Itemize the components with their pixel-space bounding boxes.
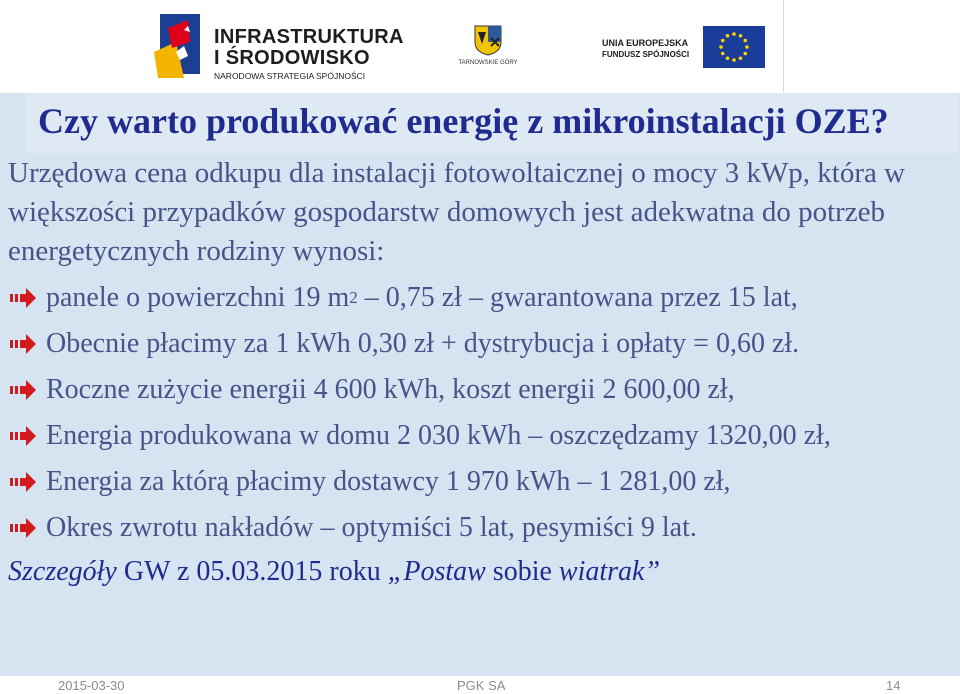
bullet-item xyxy=(10,418,831,454)
arrow-bullet-icon xyxy=(10,472,36,492)
eu-line2: FUNDUSZ SPÓJNOŚCI xyxy=(602,50,690,59)
source-article-start: „Postaw xyxy=(387,556,486,587)
intro-paragraph: Urzędowa cena odkupu dla instalacji fotowoltaicznej o mocy 3 kWp, która w większości przypadków gospodarstw domowych jest adekwatna do potrzeb energetycznych rodziny wynosi: xyxy=(8,157,906,267)
infra-line3: NARODOWA STRATEGIA SPÓJNOŚCI xyxy=(214,71,366,81)
infra-line2: I ŚRODOWISKO xyxy=(214,47,370,69)
bullet-item xyxy=(10,326,799,362)
slide-title: Czy warto produkować energię z mikroinstalacji OZE? xyxy=(38,101,889,141)
eu-line1: UNIA EUROPEJSKA xyxy=(602,38,689,48)
bullet-item: panele o powierzchni 19 m 2 – 0,75 zł – gwarantowana przez 15 lat, xyxy=(10,280,798,316)
eu-logo xyxy=(602,26,780,70)
eu-star-icon xyxy=(745,45,749,49)
arrow-bullet-icon xyxy=(10,426,36,446)
arrow-bullet-icon xyxy=(10,380,36,400)
eu-star-icon xyxy=(743,39,747,43)
eu-star-icon xyxy=(743,52,747,56)
bullet-text-post: – 0,75 zł – gwarantowana przez 15 lat, xyxy=(357,282,798,313)
eu-star-icon xyxy=(732,58,736,62)
bullet-item xyxy=(10,464,731,500)
city-crest-icon xyxy=(473,24,503,56)
eu-star-icon xyxy=(739,34,743,38)
eu-star-icon xyxy=(721,39,725,43)
bullet-text-pre: panele o powierzchni 19 m xyxy=(46,282,350,313)
source-label: Szczegóły xyxy=(8,556,117,587)
source-middle2: sobie xyxy=(485,556,559,587)
eu-flag-icon xyxy=(703,26,765,68)
bullet-item xyxy=(10,510,697,546)
bullet-item xyxy=(10,372,735,408)
nss-logo-icon xyxy=(154,12,202,78)
infra-line1: INFRASTRUKTURA xyxy=(214,26,404,48)
city-caption: TARNOWSKIE GÓRY xyxy=(458,60,518,66)
bullet-text: Energia produkowana w domu 2 030 kWh – oszczędzamy 1320,00 zł, xyxy=(46,420,831,451)
arrow-bullet-icon xyxy=(10,518,36,538)
logo-bar xyxy=(140,0,784,92)
footer-date: 2015-03-30 xyxy=(58,678,125,693)
eu-star-icon xyxy=(726,34,730,38)
source-article-end: wiatrak” xyxy=(558,556,661,587)
tarnowskie-gory-logo xyxy=(458,24,518,74)
bullet-text: Roczne zużycie energii 4 600 kWh, koszt energii 2 600,00 zł, xyxy=(46,374,735,405)
bullet-text: Obecnie płacimy za 1 kWh 0,30 zł + dystrybucja i opłaty = 0,60 zł. xyxy=(46,328,800,359)
infrastruktura-logo xyxy=(154,12,404,84)
eu-star-icon xyxy=(721,52,725,56)
bullet-text: Energia za którą płacimy dostawcy 1 970 kWh – 1 281,00 zł, xyxy=(46,466,731,497)
arrow-bullet-icon xyxy=(10,288,36,308)
arrow-bullet-icon xyxy=(10,334,36,354)
footer-page-number: 14 xyxy=(886,678,901,693)
eu-star-icon xyxy=(732,32,736,36)
source-middle: GW z 05.03.2015 roku xyxy=(116,556,388,587)
footer xyxy=(0,678,960,694)
source-line xyxy=(8,556,660,588)
eu-star-icon xyxy=(739,56,743,60)
footer-org: PGK SA xyxy=(457,678,506,693)
eu-star-icon xyxy=(719,45,723,49)
eu-star-icon xyxy=(726,56,730,60)
bullet-text: Okres zwrotu nakładów – optymiści 5 lat, pesymiści 9 lat. xyxy=(46,512,697,543)
